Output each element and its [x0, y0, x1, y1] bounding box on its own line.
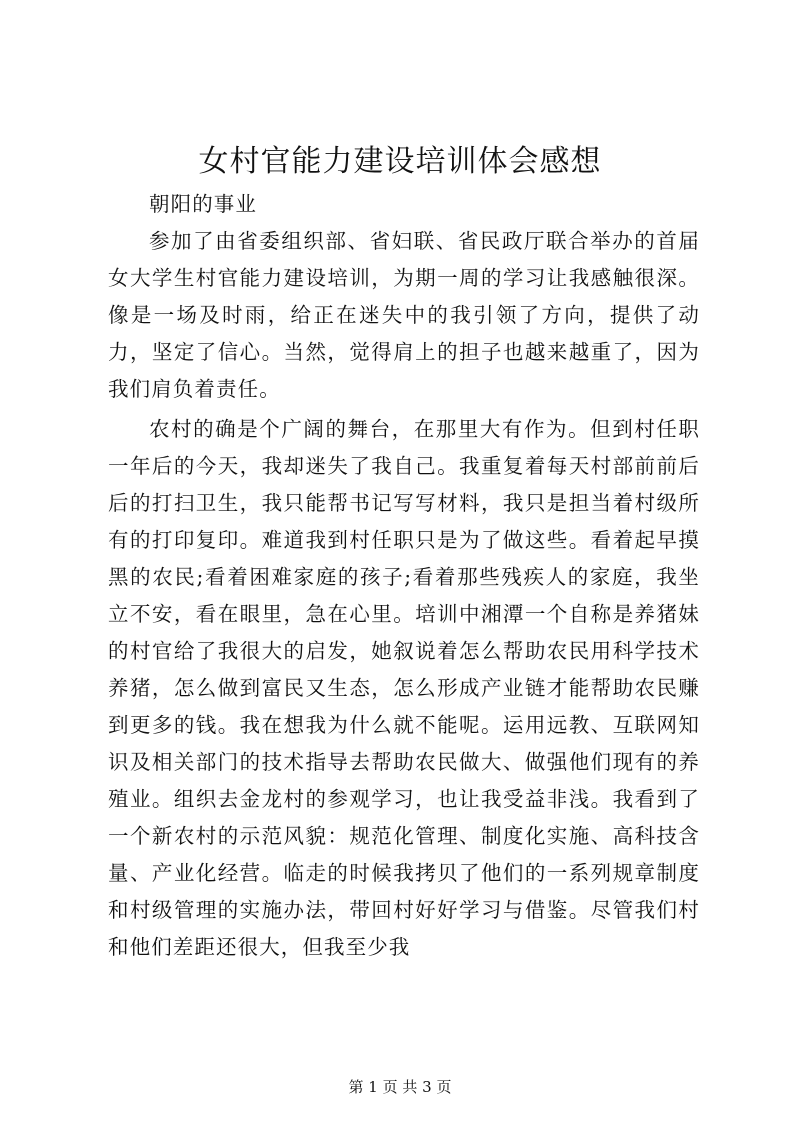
document-title: 女村官能力建设培训体会感想: [198, 144, 602, 179]
paragraph: 农村的确是个广阔的舞台，在那里大有作为。但到村任职一年后的今天，我却迷失了我自己。我重复着每天村部前前后后的打扫卫生，我只能帮书记写写材料，我只是担当着村级所有的打印复印。难道我到村任职只是为了做这些。看着起早摸黑的农民;看着困难家庭的孩子;看着那些残疾人的家庭，我坐立不安，看在眼里，急在心里。培训中湘潭一个自称是养猪妹的村官给了我很大的启发，她叙说着怎么帮助农民用科学技术养猪，怎么做到富民又生态，怎么形成产业链才能帮助农民赚到更多的钱。我在想我为什么就不能呢。运用远教、互联网知识及相关部门的技术指导去帮助农民做大、做强他们现有的养殖业。组织去金龙村的参观学习，也让我受益非浅。我看到了一个新农村的示范风貌：规范化管理、制度化实施、高科技含量、产业化经营。临走的时候我拷贝了他们的一系列规章制度和村级管理的实施办法，带回村好好学习与借鉴。尽管我们村和他们差距还很大，但我至少我: [108, 417, 700, 959]
page-footer: 第 1 页 共 3 页: [348, 1078, 452, 1096]
paragraph: 参加了由省委组织部、省妇联、省民政厅联合举办的首届女大学生村官能力建设培训，为期一周的学习让我感触很深。像是一场及时雨，给正在迷失中的我引领了方向，提供了动力，坚定了信心。当然，觉得肩上的担子也越来越重了，因为我们肩负着责任。: [108, 229, 700, 401]
author-line: 朝阳的事业: [149, 192, 257, 216]
document-body: [108, 186, 700, 966]
